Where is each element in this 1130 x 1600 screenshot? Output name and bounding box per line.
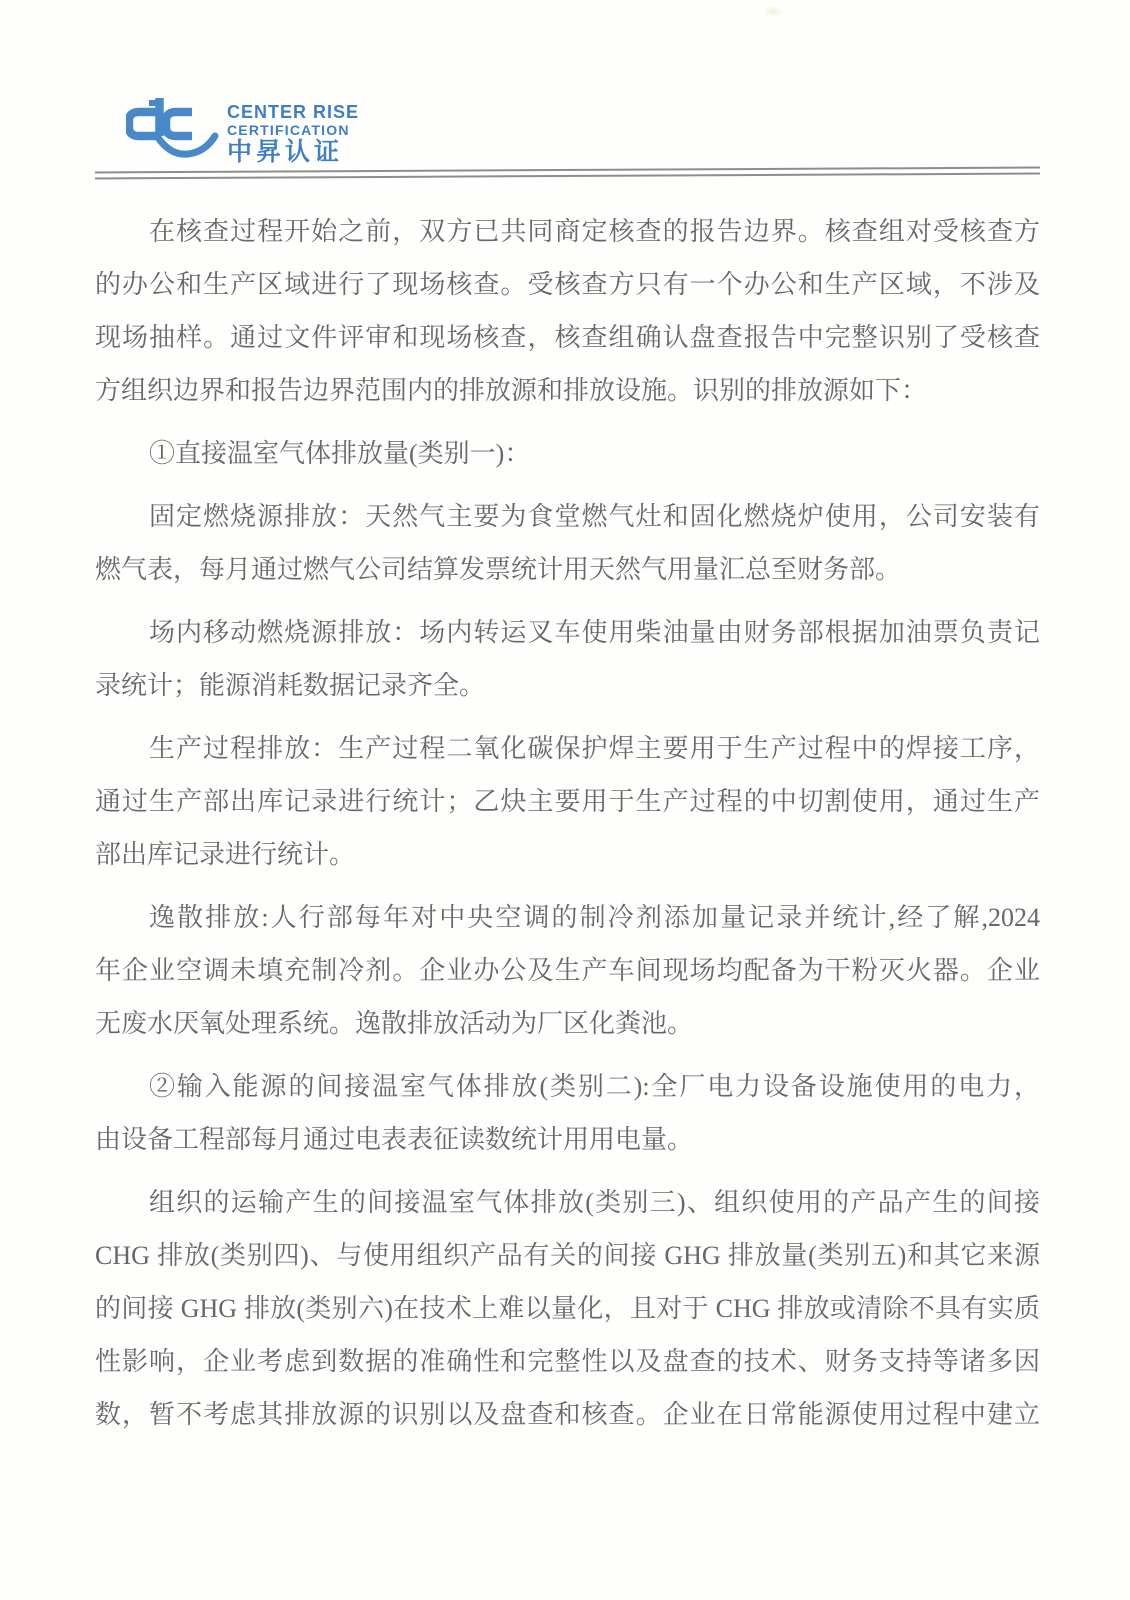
paragraph: [95, 1060, 1040, 1166]
text-line: ②输入能源的间接温室气体排放(类别二):全厂电力设备设施使用的电力，: [149, 1072, 1040, 1101]
text-line: 的间接 GHG 排放(类别六)在技术上难以量化，且对于 CHG 排放或清除不具有实质: [95, 1294, 1040, 1323]
text-line: 的办公和生产区域进行了现场核查。受核查方只有一个办公和生产区域，不涉及: [95, 270, 1040, 299]
text-line: 通过生产部出库记录进行统计；乙炔主要用于生产过程的中切割使用，通过生产: [95, 787, 1040, 816]
text-line: 生产过程排放：生产过程二氧化碳保护焊主要用于生产过程中的焊接工序，: [149, 734, 1040, 763]
text-line: 无废水厌氧处理系统。逸散排放活动为厂区化粪池。: [95, 1009, 694, 1038]
text-line: 由设备工程部每月通过电表表征读数统计用用电量。: [95, 1125, 694, 1154]
paragraph: [95, 606, 1040, 712]
text-line: 录统计；能源消耗数据记录齐全。: [95, 671, 486, 700]
text-line: 数，暂不考虑其排放源的识别以及盘查和核查。企业在日常能源使用过程中建立: [95, 1400, 1040, 1429]
text-line: CHG 排放(类别四)、与使用组织产品有关的间接 GHG 排放量(类别五)和其它来源: [95, 1241, 1040, 1270]
text-line: 固定燃烧源排放：天然气主要为食堂燃气灶和固化燃烧炉使用，公司安装有: [149, 502, 1040, 531]
text-line: 年企业空调未填充制冷剂。企业办公及生产车间现场均配备为干粉灭火器。企业: [95, 956, 1040, 985]
logo: [126, 96, 359, 166]
text-line: 燃气表，每月通过燃气公司结算发票统计用天然气用量汇总至财务部。: [95, 555, 902, 584]
document-body: [95, 205, 1040, 1451]
logo-name-en-line2: CERTIFICATION: [227, 122, 350, 138]
text-line: 方组织边界和报告边界范围内的排放源和排放设施。识别的排放源如下：: [95, 376, 928, 405]
header-divider: [95, 167, 1040, 180]
paragraph: [95, 722, 1040, 881]
text-line: 部出库记录进行统计。: [95, 840, 356, 869]
crc-monogram-icon: [126, 96, 221, 166]
text-line: 在核查过程开始之前，双方已共同商定核查的报告边界。核查组对受核查方: [149, 217, 1040, 246]
logo-text: [227, 96, 359, 165]
text-line: 性影响，企业考虑到数据的准确性和完整性以及盘查的技术、财务支持等诸多因: [95, 1347, 1040, 1376]
paragraph: [95, 427, 1040, 480]
logo-name-en-line1: CENTER RISE: [227, 102, 360, 122]
logo-name-cn: 中昇认证: [227, 138, 344, 166]
paragraph: [95, 490, 1040, 596]
text-line: 组织的运输产生的间接温室气体排放(类别三)、组织使用的产品产生的间接: [149, 1188, 1040, 1217]
paragraph: [95, 891, 1040, 1050]
text-line: 现场抽样。通过文件评审和现场核查，核查组确认盘查报告中完整识别了受核查: [95, 323, 1040, 352]
paragraph: [95, 205, 1040, 417]
text-line: 逸散排放:人行部每年对中央空调的制冷剂添加量记录并统计,经了解,2024: [149, 903, 1040, 932]
text-line: ①直接温室气体排放量(类别一)：: [149, 439, 531, 468]
paragraph: [95, 1176, 1040, 1441]
text-line: 场内移动燃烧源排放：场内转运叉车使用柴油量由财务部根据加油票负责记: [149, 618, 1040, 647]
scan-artifact: [763, 6, 783, 17]
